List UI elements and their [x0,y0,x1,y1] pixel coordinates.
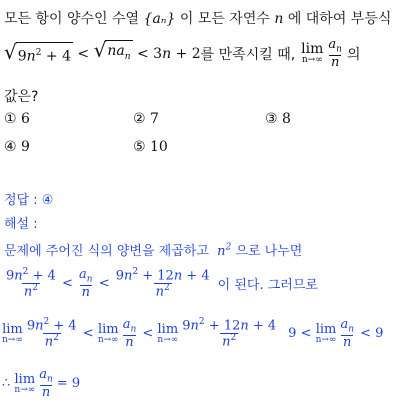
choice-2[interactable] [133,111,159,127]
choice-value: 10 [150,139,168,155]
explanation-label: 해설 : [4,217,38,232]
choice-mark: ④ [4,139,17,155]
choice-value: 6 [21,111,30,127]
final-result: = 9 [56,376,81,392]
explanation-text-tail: 이 된다. 그러므로 [217,278,318,294]
explanation-text-a: 문제에 주어진 식의 양변을 제곱하고 [4,244,209,259]
problem-inequality: √ $9n^2 + 4$ < √ $na_n$ < 3n + 2 를 만족시킬 때, lim n→∞ $\frac{a_n}{n}$ 의 [4,37,361,71]
choice-value: 9 [21,139,30,155]
problem-line-3 [4,86,38,106]
choice-5[interactable] [133,139,168,155]
explanation-text-b: 으로 나누면 [235,244,303,259]
problem-text-tail: 를 만족시킬 때, [200,46,296,63]
problem-line-1 [4,8,391,28]
choice-4[interactable] [4,139,30,155]
choice-1[interactable] [4,111,30,127]
explanation-inequality-1: $\frac{9n^2 + 4}{n^2}$ < $\frac{a_n}{n}$ < $\frac{9n^2 + 12n + 4}{n^2}$ 이 된다. 그러므로 [6,267,318,301]
problem-text-end: 의 [346,46,361,63]
choice-mark: ⑤ [133,139,146,155]
problem-text-a: 모든 항이 양수인 수열 [4,11,140,27]
choice-mark: ② [133,111,146,127]
choice-mark: ① [4,111,17,127]
problem-text-b: 이 모든 자연수 [179,11,270,27]
problem-text-c: 에 대하여 부등식 [287,11,392,27]
choice-mark: ③ [265,111,278,127]
explanation-sentence: 문제에 주어진 식의 양변을 제곱하고 $n^2$ 으로 나누면 [4,242,303,259]
choice-3[interactable] [265,111,291,127]
choice-value: 7 [150,111,159,127]
variable-n: n [274,11,284,27]
problem-question: 값은? [4,89,39,105]
explanation-limits: lim n→∞ $\frac{9n^2 + 4}{n^2}$ < lim n→∞ $\frac{a_n}{n}$ < lim n→∞ $\frac{9n^2 + 12n + 4}{n^2}$ 9 < lim n→∞ $\frac{a_n}{n}$ < 9 [2,317,384,351]
explanation-conclusion: ∴ lim n→∞ $\frac{a_n}{n}$ = 9 [2,367,81,401]
answer-label: 정답 : ④ [4,193,54,208]
sequence-a-n: {aₙ} [143,11,176,27]
choice-value: 8 [282,111,291,127]
